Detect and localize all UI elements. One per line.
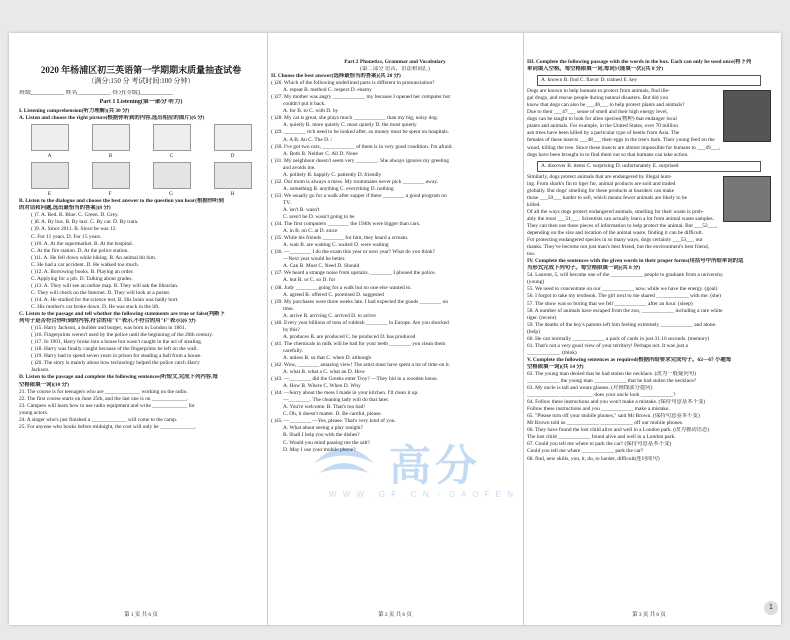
text-line: ( )36. —________ I do the exam this year or next year? What do you think? bbox=[271, 249, 435, 256]
listening-picture bbox=[153, 162, 191, 189]
text-line: ( )34. The first computers ________ the 1940s were bigger than cars. bbox=[271, 221, 421, 228]
text-line: A. Can B. Must C. Need D. Should bbox=[283, 263, 360, 270]
text-line: and avoids me. bbox=[283, 164, 316, 171]
text-line: B. Listen to the dialogue and choose the best answer to the question you hear(根据你听到 bbox=[19, 198, 224, 205]
page-1 bbox=[19, 33, 263, 625]
text-line: Due to their ___47___ sense of smell and their high energy level, bbox=[527, 109, 668, 116]
text-line: A. How B. Where C. When D. Why bbox=[283, 383, 361, 390]
text-line: ____________. (think) bbox=[527, 349, 577, 356]
text-line: ( )10. A. At the supermarket. B. At the hospital. bbox=[31, 240, 134, 247]
text-line: 58. A number of animals have escaped from the zoo, ____________ including a rare white bbox=[527, 307, 723, 314]
text-line: A. in B. on C. at D. since bbox=[283, 228, 338, 235]
text-line: 65. "Please turn off your mobile phones," said Mr Brown. (保持句意基本不变) bbox=[527, 413, 700, 420]
text-line: The lost child ____________ found alive and well in a London park. bbox=[527, 434, 676, 441]
dog-photo bbox=[723, 90, 771, 142]
text-line: 60. He can normally ____________ a pack of cards in just 31.16 seconds. (memory) bbox=[527, 335, 710, 342]
text-line: Dogs are known to help humans to protect from animals, find ille- bbox=[527, 88, 670, 95]
text-line: 列句子是否符合你听到的内容,符合的用"T"表示,不符合的用"F"表示)(6 分) bbox=[19, 318, 196, 325]
text-line: A. What about seeing a play tonight? bbox=[283, 425, 363, 432]
text-line: ( )33. We usually go for a walk after supper if there ________ a good program on bbox=[271, 192, 447, 199]
text-line: A. repeat B. method C. respect D. enemy bbox=[283, 87, 372, 94]
text-line: know that dogs can also be ___46___ to help protect plants and animals? bbox=[527, 102, 685, 109]
text-line: I. Listening comprehension(听力理解)(共 30 分) bbox=[19, 108, 130, 115]
text-line: 68. find, new skills, you, it, do, to harder, difficult(连词成句) bbox=[527, 455, 660, 462]
listening-picture bbox=[214, 162, 252, 189]
text-line: ____________ ____________ does your uncle look ____________? bbox=[527, 392, 676, 399]
text-line: C. For 11 years. D. For 15 years. bbox=[31, 233, 102, 240]
exam-subtitle: （满分:150 分 考试时间:100 分钟） bbox=[87, 77, 195, 85]
listening-picture bbox=[31, 124, 69, 151]
page-3 bbox=[527, 33, 771, 625]
text-line: ( )7. A. Red. B. Blue. C. Green. D. Grey. bbox=[31, 212, 119, 219]
text-line: young actors. bbox=[19, 409, 49, 416]
picture-letters bbox=[19, 191, 263, 198]
text-line: those ___50___ harder to sell, which means fewer animals are likely to be bbox=[527, 194, 688, 201]
text-line: by this? bbox=[283, 326, 300, 333]
text-line: ( )29. ________ rich need to be looked after, so money must be spent on hospitals. bbox=[271, 129, 449, 136]
text-line: ( )17. In 1901, Harry broke into a house but wasn't caught in the act of stealing. bbox=[31, 339, 203, 346]
listening-picture bbox=[214, 124, 252, 151]
text-line: ( )30. I've got two cars, ____________ of them is in very good condition. I'm afraid. bbox=[271, 143, 453, 150]
text-line: A. Both B. Neither C. All D. None bbox=[283, 150, 358, 157]
listening-picture bbox=[31, 162, 69, 189]
text-line: females of these insects ___48___ their eggs in the tree's bark. Their young feed on the bbox=[527, 137, 715, 144]
text-line: A. quietly B. more quietly C. most quietly D. the most quietly bbox=[283, 122, 417, 129]
text-line: (第二部分 语音、语法和词汇) bbox=[360, 66, 430, 73]
text-line: A. but B. or C. so D. for bbox=[283, 277, 336, 284]
picture-letter: H bbox=[230, 191, 235, 198]
text-line: 54. Laurent, 5, will become one of the ____________ people to graduate from a university. bbox=[527, 272, 724, 279]
text-line: 23. Campers will learn how to use radio equipment and write _____________ for bbox=[19, 402, 195, 409]
text-line: gal drugs, and rescue people during natural disasters. But did you bbox=[527, 95, 669, 102]
text-line: 61. That's not a very good view of your territory! Perhaps not. It was just a bbox=[527, 342, 688, 349]
text-line: wood, killing the tree. Since these insects are almost impossible for humans to ___49___, bbox=[527, 144, 721, 151]
text-line: D. May I use your mobile phone? bbox=[283, 446, 356, 453]
picture-row bbox=[19, 124, 263, 151]
text-line: ( )42. Wow, ________ amazing view! The artist must have spent a lot of time on it. bbox=[271, 362, 451, 369]
text-line: Part 2 Phonetics, Grammar and Vocabulary bbox=[344, 59, 446, 65]
text-line: 25. For anyone who books before midnight, the cost will only be _____________. bbox=[19, 423, 197, 430]
part1-heading: Part 1 Listening(第一部分 听力) bbox=[99, 99, 183, 106]
text-line: ( )43. —________ did the Greeks enter Troy? —They hid in a wooden horse. bbox=[271, 376, 438, 383]
text-line: A. politely B. happily C. patiently D. friendly bbox=[283, 171, 382, 178]
text-line: killed. bbox=[527, 201, 541, 208]
picture-letter: D bbox=[230, 153, 235, 160]
text-line: Mr Brown told us ____________ ____________ off our mobile phones. bbox=[527, 420, 684, 427]
page-divider bbox=[523, 33, 524, 625]
picture-row bbox=[19, 162, 263, 189]
text-line: 56. I forgot to take my textbook. The girl next to me shared ____________ with me. (she) bbox=[527, 293, 721, 300]
text-line: A. wait B. are waiting C. waited D. were waiting bbox=[283, 242, 389, 249]
text-line: TV. bbox=[283, 199, 291, 206]
text-line: 24. A singer who's just finished a _____________ will come to the camp. bbox=[19, 416, 178, 423]
text-line: ( )20. The story is mainly about how technology helped the police catch Harry bbox=[31, 360, 200, 367]
watermark-logo-icon bbox=[309, 433, 379, 493]
text-line: ( )28. My cat is great, she plays much ____________ than my big, noisy dog. bbox=[271, 115, 439, 122]
text-line: ( )37. We heard a strange noise from upstairs. ________ I phoned the police. bbox=[271, 270, 437, 277]
page-divider bbox=[267, 33, 268, 625]
text-line: ( )8. A. By bus. B. By taxi. C. By car. D. By train. bbox=[31, 219, 139, 226]
text-line: C. His mother's car broke down. D. He was stuck in the lift. bbox=[31, 303, 160, 310]
text-line: C. Oh, it doesn't matter. D. Be careful, please. bbox=[283, 411, 382, 418]
text-line: ably the most ___51___. Scientists can actually learn a lot from animal waste samples. bbox=[527, 215, 714, 222]
text-line: 64. Follow these instructions and you won't make a mistake. (保持句意基本不变) bbox=[527, 399, 706, 406]
page-footer: 第 3 页 共 6 页 bbox=[632, 611, 666, 618]
page-2 bbox=[271, 33, 519, 625]
text-line: 62. The young man denied that he had stolen the necklace. (改为一般疑问句) bbox=[527, 370, 696, 377]
text-line: A. unless B. so that C. when D. although bbox=[283, 354, 372, 361]
text-line: ( )15. Harry Jackson, a builder and burger, was born in London in 1861. bbox=[31, 325, 186, 332]
text-line: A. what B. what a C. what an D. How bbox=[283, 369, 365, 376]
text-line: Similarly, dogs protect animals that are endangered by illegal hunt- bbox=[527, 173, 672, 180]
watermark-text: 高分 bbox=[389, 442, 482, 489]
text-line: ( )39. My purchases were three weeks late. I had expected the goods ________ on bbox=[271, 298, 448, 305]
text-line: thanks. They've become not just man's best friend, but the environment's best friend, bbox=[527, 244, 710, 251]
text-line: ing. From shark's fin to tiger fur, animal products are sold and traded bbox=[527, 180, 676, 187]
text-line: 57. The show was so boring that we fell ____________ after an hour. (sleep) bbox=[527, 300, 693, 307]
text-line: dogs have been brought in to find them out so that humans can take action. bbox=[527, 151, 689, 158]
text-line: C. Listen to the passage and tell whether the following statements are true or false(判断下 bbox=[19, 311, 225, 318]
exam-title: 2020 年杨浦区初三英语第一学期期末质量抽查试卷 bbox=[40, 65, 242, 75]
text-line: C. Would you mind passing me the salt? bbox=[283, 439, 370, 446]
text-line: A. agreed B. offered C. promised D. suggested bbox=[283, 291, 384, 298]
text-line: 当形式完成下列句子。每空格限填一词)(共 8 分) bbox=[527, 265, 641, 272]
text-line: 59. The deaths of the boy's parents left him feeling extremely ____________ and alone. bbox=[527, 321, 717, 328]
word-box-2: A. discover B. items C. surprising D. unfortunately E. surprised bbox=[537, 161, 761, 172]
text-line: 空格限填一词)(共 14 分) bbox=[527, 363, 584, 370]
text-line: ( )19. Harry had to spend seven years in prison for stealing a ball from a house. bbox=[31, 353, 202, 360]
page-2-content bbox=[271, 59, 519, 454]
text-line: B. Shall I help you with the dishes? bbox=[283, 432, 360, 439]
text-line: 的对话和问题,选出最恰当的答案)(8 分) bbox=[19, 205, 111, 212]
text-line: For protecting endangered species in so many ways, dogs certainly ___53___ our bbox=[527, 237, 703, 244]
text-line: A. isn't B. wasn't bbox=[283, 206, 320, 213]
text-line: A. produces B. are produced C. be produced D. has produced bbox=[283, 333, 416, 340]
text-line: ( )45. —________ —Yes, please. That's very kind of you. bbox=[271, 418, 396, 425]
text-line: ( )35. While his friends ________ for him, they heard a scream. bbox=[271, 235, 409, 242]
text-line: Follow these instructions and you ____________ make a mistake. bbox=[527, 406, 670, 413]
text-line: globally. But dogs' smelling for these products at boarders can make bbox=[527, 187, 675, 194]
class-line: 班级___________ 姓名___________ 得分(等级)___________ bbox=[19, 90, 173, 96]
text-line: C. Applying for a job. D. Talking about grades. bbox=[31, 275, 133, 282]
text-line: 63. My uncle is tall and wears glasses. (对画线部分提问) bbox=[527, 385, 653, 392]
text-line: C. At the fire station. D. At the police station. bbox=[31, 247, 129, 254]
page-number-badge: 1 bbox=[764, 601, 778, 615]
listening-picture bbox=[153, 124, 191, 151]
text-line: A. A B. An C. The D. / bbox=[283, 136, 333, 143]
exam-sheet bbox=[9, 33, 781, 625]
text-line: ( )31. My neighbour doesn't seem very ________. She always ignores my greeting bbox=[271, 157, 449, 164]
text-line: A. for B. to C. with D. by bbox=[283, 108, 339, 115]
text-line: ( )40. Every year billions of tons of rubbish ________ in Europe. Are you shocked bbox=[271, 319, 449, 326]
text-line: A. something B. anything C. everything D. nothing bbox=[283, 185, 394, 192]
picture-letter: G bbox=[168, 191, 173, 198]
text-line: depending on the size and location of the animal waste, finding it can be difficult. bbox=[527, 230, 703, 237]
picture-letter: C bbox=[169, 153, 174, 160]
page-footer: 第 1 页 共 6 页 bbox=[124, 611, 158, 618]
text-line: Jackson. bbox=[31, 367, 50, 374]
text-line: A. arrive B. arriving C. arrived D. to arrive bbox=[283, 312, 376, 319]
text-line: dogs can be taught to look for alien species(物种) that endanger local bbox=[527, 116, 677, 123]
text-line: ( )26. Which of the following underlined parts is different in pronunciation? bbox=[271, 80, 435, 87]
text-line: ( )41. The chemicals in milk will be bad for your teeth ________ you clean them bbox=[271, 340, 446, 347]
text-line: ash trees have been killed by a particular type of beetle from Asia. The bbox=[527, 130, 680, 137]
page-footer: 第 2 页 共 6 页 bbox=[378, 611, 412, 618]
text-line: ( )11. A. He fell down while hiking. B. An animal bit him. bbox=[31, 254, 157, 261]
text-line: ( )38. Judy ________ going for a walk but no one else wanted to. bbox=[271, 284, 412, 291]
watermark bbox=[309, 423, 609, 513]
text-line: C. They will check on the Internet. D. They will look at a poster. bbox=[31, 289, 171, 296]
picture-letter: E bbox=[47, 191, 52, 198]
text-line: 22. The first course starts on June 25th, and the last one is on _____________. bbox=[19, 395, 189, 402]
section3-heading bbox=[527, 59, 771, 73]
text-line: ( )44. —Sorry about the mess I made in your kitchen. I'll clean it up. bbox=[271, 390, 419, 397]
text-line: C. aren't be D. wasn't going to be bbox=[283, 214, 355, 221]
text-line: ____________ the young man ____________ that he had stolen the necklace? bbox=[527, 378, 697, 385]
text-line: too. bbox=[527, 251, 536, 258]
text-line: 空格限填一词)(10 分) bbox=[19, 381, 69, 388]
picture-letter: B bbox=[108, 153, 113, 160]
picture-letters bbox=[19, 153, 263, 160]
watermark-url: W W W . G F . C N ・ G A O F E N bbox=[329, 490, 515, 499]
text-line: Of all the ways dogs protect endangered animals, smelling for their waste is prob- bbox=[527, 208, 704, 215]
text-line: plants and animals. For example, in the United States, over 70 million bbox=[527, 123, 678, 130]
text-line: ( )18. Harry was finally caught because of the fingerprints he left on the wall. bbox=[31, 346, 198, 353]
word-box-1: A. known B. find C. flavor D. trained E. key bbox=[537, 75, 761, 86]
text-line: Could you tell me where ____________ park the car? bbox=[527, 448, 644, 455]
text-line: They can then use these pieces of information to help protect the animal. But ___52___, bbox=[527, 222, 718, 229]
text-line: ( )12. A. Borrowing books. B. Playing an order. bbox=[31, 268, 134, 275]
text-line: ( )14. A. He studied for the science test. B. His brain was badly hurt. bbox=[31, 296, 179, 303]
text-line: 21. The course is for teenagers who are _____________ working on the radio. bbox=[19, 388, 188, 395]
listening-picture bbox=[92, 124, 130, 151]
text-line: A. Listen and choose the right picture(根据你听到的内容,选出相应的图片)(6 分) bbox=[19, 115, 205, 122]
text-line: time. bbox=[283, 305, 294, 312]
text-line: IV. Complete the sentences with the given words in their proper forms(用括号中所给单词的适 bbox=[527, 258, 744, 265]
text-line: tiger. (recent) bbox=[527, 314, 557, 321]
text-line: C. He had a car accident. D. He walked too much. bbox=[31, 261, 140, 268]
text-line: (help) bbox=[527, 328, 540, 335]
dog-photo-2 bbox=[723, 176, 771, 222]
text-line: A. You're welcome. B. That's too bad! bbox=[283, 404, 366, 411]
text-line: 单词填入空格。每空格限填一词,每词只能填一次)(共 8 分) bbox=[527, 66, 664, 73]
text-line: —________. The cleaning lady will do that later. bbox=[283, 397, 390, 404]
picture-letter: F bbox=[108, 191, 112, 198]
text-line: III. Complete the following passage with the words in the box. Each can only be used once(将下列 bbox=[527, 59, 752, 65]
listening-picture bbox=[92, 162, 130, 189]
text-line: carefully. bbox=[283, 347, 304, 354]
text-line: 66. They have found the lost child alive and well in a London park. (改为被动语态) bbox=[527, 427, 710, 434]
picture-letter: A bbox=[47, 153, 52, 160]
text-line: ( )9. A. Since 2011. B. Since he was 12. bbox=[31, 226, 117, 233]
text-line: couldn't put it back. bbox=[283, 101, 326, 108]
text-line: 55. We need to concentrate on our ____________ now, while we have the energy. (goal) bbox=[527, 286, 718, 293]
text-line: ( )27. My mother was angry ____________ my because I opened her computer but bbox=[271, 94, 451, 101]
page-1-content bbox=[19, 108, 263, 431]
text-line: V. Complete the following sentences as required(根据所给要求完成句子。62—67 小题每 bbox=[527, 356, 732, 363]
text-line: D. Listen to the passage and complete the following sentences(听短文,完成下列内容,每 bbox=[19, 374, 218, 381]
text-line: ( )32. Our mom is always a mess. My roommates never pick ________ away. bbox=[271, 178, 439, 185]
text-line: II. Choose the best answer(选择最恰当的答案)(共 20 分) bbox=[271, 73, 401, 80]
text-line: ( )16. Fingerprints weren't used by the police until the beginning of the 20th century. bbox=[31, 332, 214, 339]
text-line: —Next year would be better. bbox=[283, 256, 346, 263]
text-line: ( )13. A. They will see an online map. B. They will ask the librarian. bbox=[31, 282, 179, 289]
text-line: (young) bbox=[527, 279, 545, 286]
text-line: 67. Could you tell me where to park the car? (保持句意基本不变) bbox=[527, 441, 672, 448]
